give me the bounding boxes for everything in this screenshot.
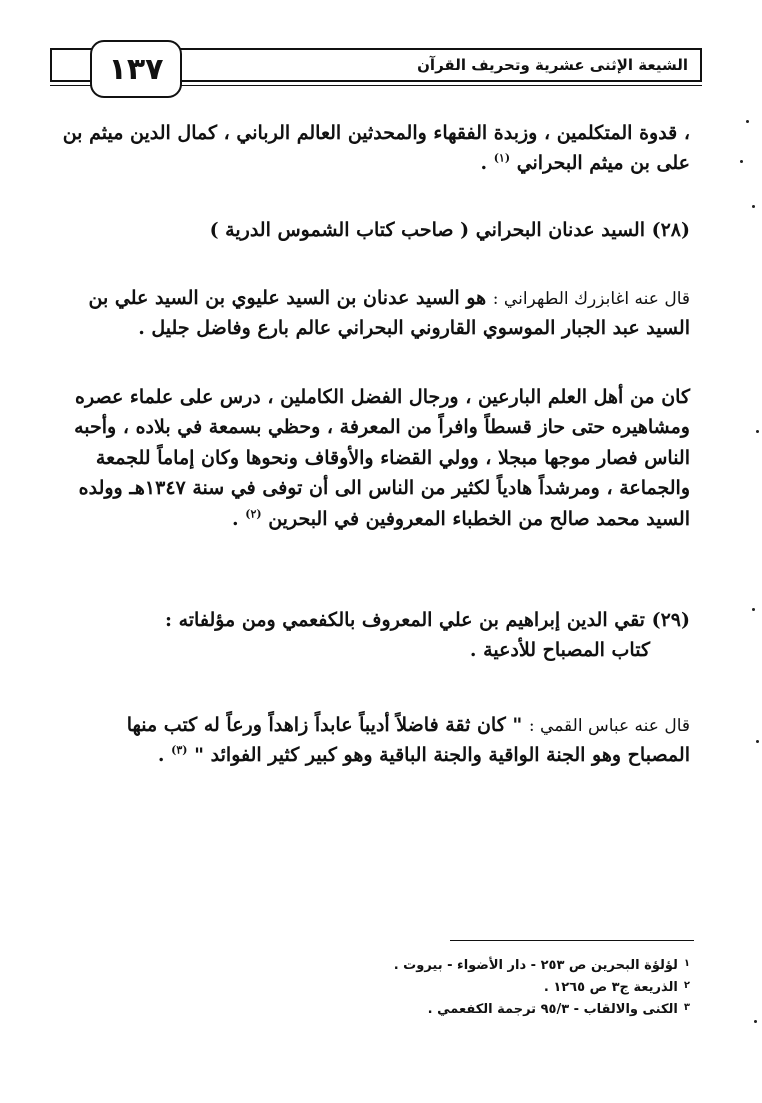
paragraph-2-prefix: قال عنه اغابزرك الطهراني : <box>492 289 690 309</box>
paragraph-2 <box>60 283 690 344</box>
scan-speck <box>756 430 759 433</box>
scan-speck <box>752 205 755 208</box>
paragraph-1 <box>60 118 690 179</box>
scan-speck <box>740 160 743 163</box>
heading-29-sub: كتاب المصباح للأدعية . <box>469 639 650 662</box>
footnotes <box>170 955 690 1021</box>
heading-29 <box>60 605 690 666</box>
paragraph-3-text: كان من أهل العلم البارعين ، ورجال الفضل الكاملين ، درس على علماء عصره ومشاهيره حتى حاز قسطاً وافراً من المعرفة ، وحظي بسمعة في بلاده ، وأحبه الناس فصار موجها مبجلا ، وولي القضاء والأوقاف ونحوها وكان إماماً للجمعة والجماعة ، ومرشداً هادياً لكثير من الناس الى أن توفى في سنة ١٣٤٧هـ وولده السيد محمد صالح من الخطباء المعروفين في البحرين <box>74 386 690 530</box>
paragraph-3-end: . <box>231 507 239 530</box>
paragraph-1-end: . <box>480 152 488 175</box>
footnote-3 <box>170 999 690 1021</box>
footnote-ref-1: (١) <box>493 152 511 166</box>
paragraph-4 <box>60 710 690 771</box>
footnote-2 <box>170 977 690 999</box>
page-number: ١٣٧ <box>90 40 182 98</box>
footnote-text: الذريعة ج٣ ص ١٢٦٥ . <box>543 980 678 996</box>
scan-speck <box>746 120 749 123</box>
footnote-marker: ٣ <box>683 1002 690 1014</box>
paragraph-2-text: هو السيد عدنان بن السيد عليوي بن السيد علي بن السيد عبد الجبار الموسوي القاروني البحراني عالم بارع وفاضل جليل . <box>88 287 690 340</box>
footnote-ref-3: (٣) <box>171 744 188 758</box>
paragraph-1-text: ، قدوة المتكلمين ، وزبدة الفقهاء والمحدثين العالم الرباني ، كمال الدين ميثم بن على بن ميثم البحراني <box>62 122 690 175</box>
paragraph-3 <box>60 382 690 534</box>
footnote-1 <box>170 955 690 977</box>
footnote-marker: ١ <box>683 958 690 969</box>
footnote-ref-2: (٢) <box>245 507 262 521</box>
scan-speck <box>756 740 759 743</box>
paragraph-4-prefix: قال عنه عباس القمي : <box>528 716 690 736</box>
scan-speck <box>754 1020 757 1023</box>
heading-29-title: (٢٩) تقي الدين إبراهيم بن علي المعروف بالكفعمي ومن مؤلفاته : <box>164 609 690 631</box>
running-title: الشيعة الإثنى عشرية وتحريف القرآن <box>417 56 688 74</box>
footnote-text: لؤلؤة البحرين ص ٢٥٣ - دار الأضواء - بيروت . <box>393 958 678 973</box>
heading-28: (٢٨) السيد عدنان البحراني ( صاحب كتاب الشموس الدرية ) <box>209 219 690 241</box>
scan-speck <box>752 608 755 611</box>
paragraph-4-text: " كان ثقة فاضلاً أديباً عابداً زاهداً ورعاً له كتب منها المصباح وهو الجنة الواقية والجنة الباقية وهو كبير كثير الفوائد " <box>126 714 690 767</box>
footnote-separator <box>450 940 694 941</box>
paragraph-4-end: . <box>157 744 165 767</box>
footnote-marker: ٢ <box>683 980 690 992</box>
footnote-text: الكنى والالقاب - ٩٥/٣ ترجمة الكفعمي . <box>427 1002 678 1018</box>
